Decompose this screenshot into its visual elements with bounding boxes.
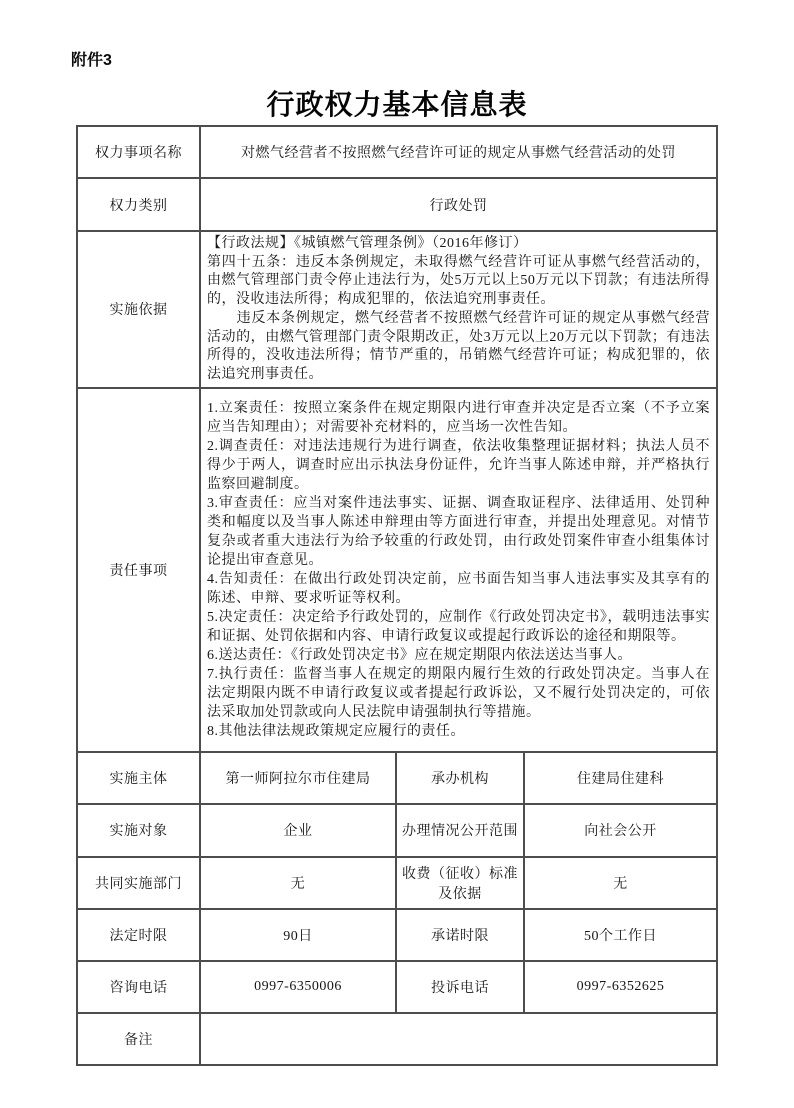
undertaking-org-value: 住建局住建科 <box>524 752 717 804</box>
table-row-remark <box>77 1013 717 1065</box>
table-row-phones <box>77 961 717 1013</box>
text-paragraph: 第四十五条：违反本条例规定，未取得燃气经营许可证从事燃气经营活动的，由燃气管理部门责令停止违法行为，处5万元以上50万元以下罚款；有违法所得的，没收违法所得；构成犯罪的，依法追究刑事责任。 <box>207 254 711 308</box>
power-name-label: 权力事项名称 <box>77 126 200 178</box>
text-paragraph: 8.其他法律法规政策规定应履行的责任。 <box>207 724 465 740</box>
complaint-phone-value: 0997-6352625 <box>524 961 717 1013</box>
remark-label: 备注 <box>77 1013 200 1065</box>
power-name-value: 对燃气经营者不按照燃气经营许可证的规定从事燃气经营活动的处罚 <box>200 126 717 178</box>
basis-paragraphs <box>207 235 710 385</box>
info-table <box>76 125 718 1066</box>
remark-value <box>200 1013 717 1065</box>
text-paragraph: 4.告知责任：在做出行政处罚决定前，应书面告知当事人违法事实及其享有的陈述、申辩、要求听证等权利。 <box>207 572 711 607</box>
page-title: 行政权力基本信息表 <box>266 90 528 121</box>
disclosure-scope-value: 向社会公开 <box>524 804 717 857</box>
text-paragraph: 1.立案责任：按照立案条件在规定期限内进行审查并决定是否立案（不予立案应当告知理由）；对需要补充材料的，应当场一次性告知。 <box>207 401 711 436</box>
table-row-power-type <box>77 178 717 231</box>
table-row-power-name <box>77 126 717 178</box>
duty-value <box>200 388 717 752</box>
attachment-label: 附件3 <box>71 52 112 69</box>
table-row-joint-dept <box>77 857 717 909</box>
fee-standard-label: 收费（征收）标准及依据 <box>396 857 524 909</box>
basis-label: 实施依据 <box>77 231 200 388</box>
consult-phone-label: 咨询电话 <box>77 961 200 1013</box>
disclosure-scope-label: 办理情况公开范围 <box>396 804 524 857</box>
target-value: 企业 <box>200 804 396 857</box>
implementer-value: 第一师阿拉尔市住建局 <box>200 752 396 804</box>
duty-label: 责任事项 <box>77 388 200 752</box>
text-paragraph: 【行政法规】《城镇燃气管理条例》（2016年修订） <box>207 236 528 251</box>
table-row-target <box>77 804 717 857</box>
text-paragraph: 2.调查责任：对违法违规行为进行调查，依法收集整理证据材料；执法人员不得少于两人，调查时应出示执法身份证件，允许当事人陈述申辩，并严格执行监察回避制度。 <box>207 439 711 493</box>
duty-items <box>207 399 710 741</box>
legal-time-limit-label: 法定时限 <box>77 909 200 961</box>
text-paragraph: 7.执行责任：监督当事人在规定的期限内履行生效的行政处罚决定。当事人在法定期限内既不申请行政复议或者提起行政诉讼，又不履行处罚决定的，可依法采取加处罚款或向人民法院申请强制执行等措施。 <box>207 667 711 721</box>
complaint-phone-label: 投诉电话 <box>396 961 524 1013</box>
consult-phone-value: 0997-6350006 <box>200 961 396 1013</box>
implementer-label: 实施主体 <box>77 752 200 804</box>
undertaking-org-label: 承办机构 <box>396 752 524 804</box>
table-row-time-limit <box>77 909 717 961</box>
table-row-implementer <box>77 752 717 804</box>
text-paragraph: 6.送达责任：《行政处罚决定书》应在规定期限内依法送达当事人。 <box>207 648 632 664</box>
power-type-value: 行政处罚 <box>200 178 717 231</box>
table-row-duty <box>77 388 717 752</box>
text-paragraph: 违反本条例规定，燃气经营者不按照燃气经营许可证的规定从事燃气经营活动的，由燃气管理部门责令限期改正，处3万元以上20万元以下罚款；有违法所得的，没收违法所得；情节严重的，吊销燃气经营许可证；构成犯罪的，依法追究刑事责任。 <box>207 310 711 382</box>
legal-time-limit-value: 90日 <box>200 909 396 961</box>
target-label: 实施对象 <box>77 804 200 857</box>
power-type-label: 权力类别 <box>77 178 200 231</box>
table-row-basis <box>77 231 717 388</box>
joint-dept-label: 共同实施部门 <box>77 857 200 909</box>
text-paragraph: 3.审查责任：应当对案件违法事实、证据、调查取证程序、法律适用、处罚种类和幅度以及当事人陈述申辩理由等方面进行审查，并提出处理意见。对情节复杂或者重大违法行为给予较重的行政处罚，由行政处罚案件审查小组集体讨论提出审查意见。 <box>207 496 711 569</box>
basis-value <box>200 231 717 388</box>
joint-dept-value: 无 <box>200 857 396 909</box>
fee-standard-value: 无 <box>524 857 717 909</box>
promised-time-limit-value: 50个工作日 <box>524 909 717 961</box>
promised-time-limit-label: 承诺时限 <box>396 909 524 961</box>
text-paragraph: 5.决定责任：决定给予行政处罚的，应制作《行政处罚决定书》，载明违法事实和证据、处罚依据和内容、申请行政复议或提起行政诉讼的途径和期限等。 <box>207 610 711 645</box>
